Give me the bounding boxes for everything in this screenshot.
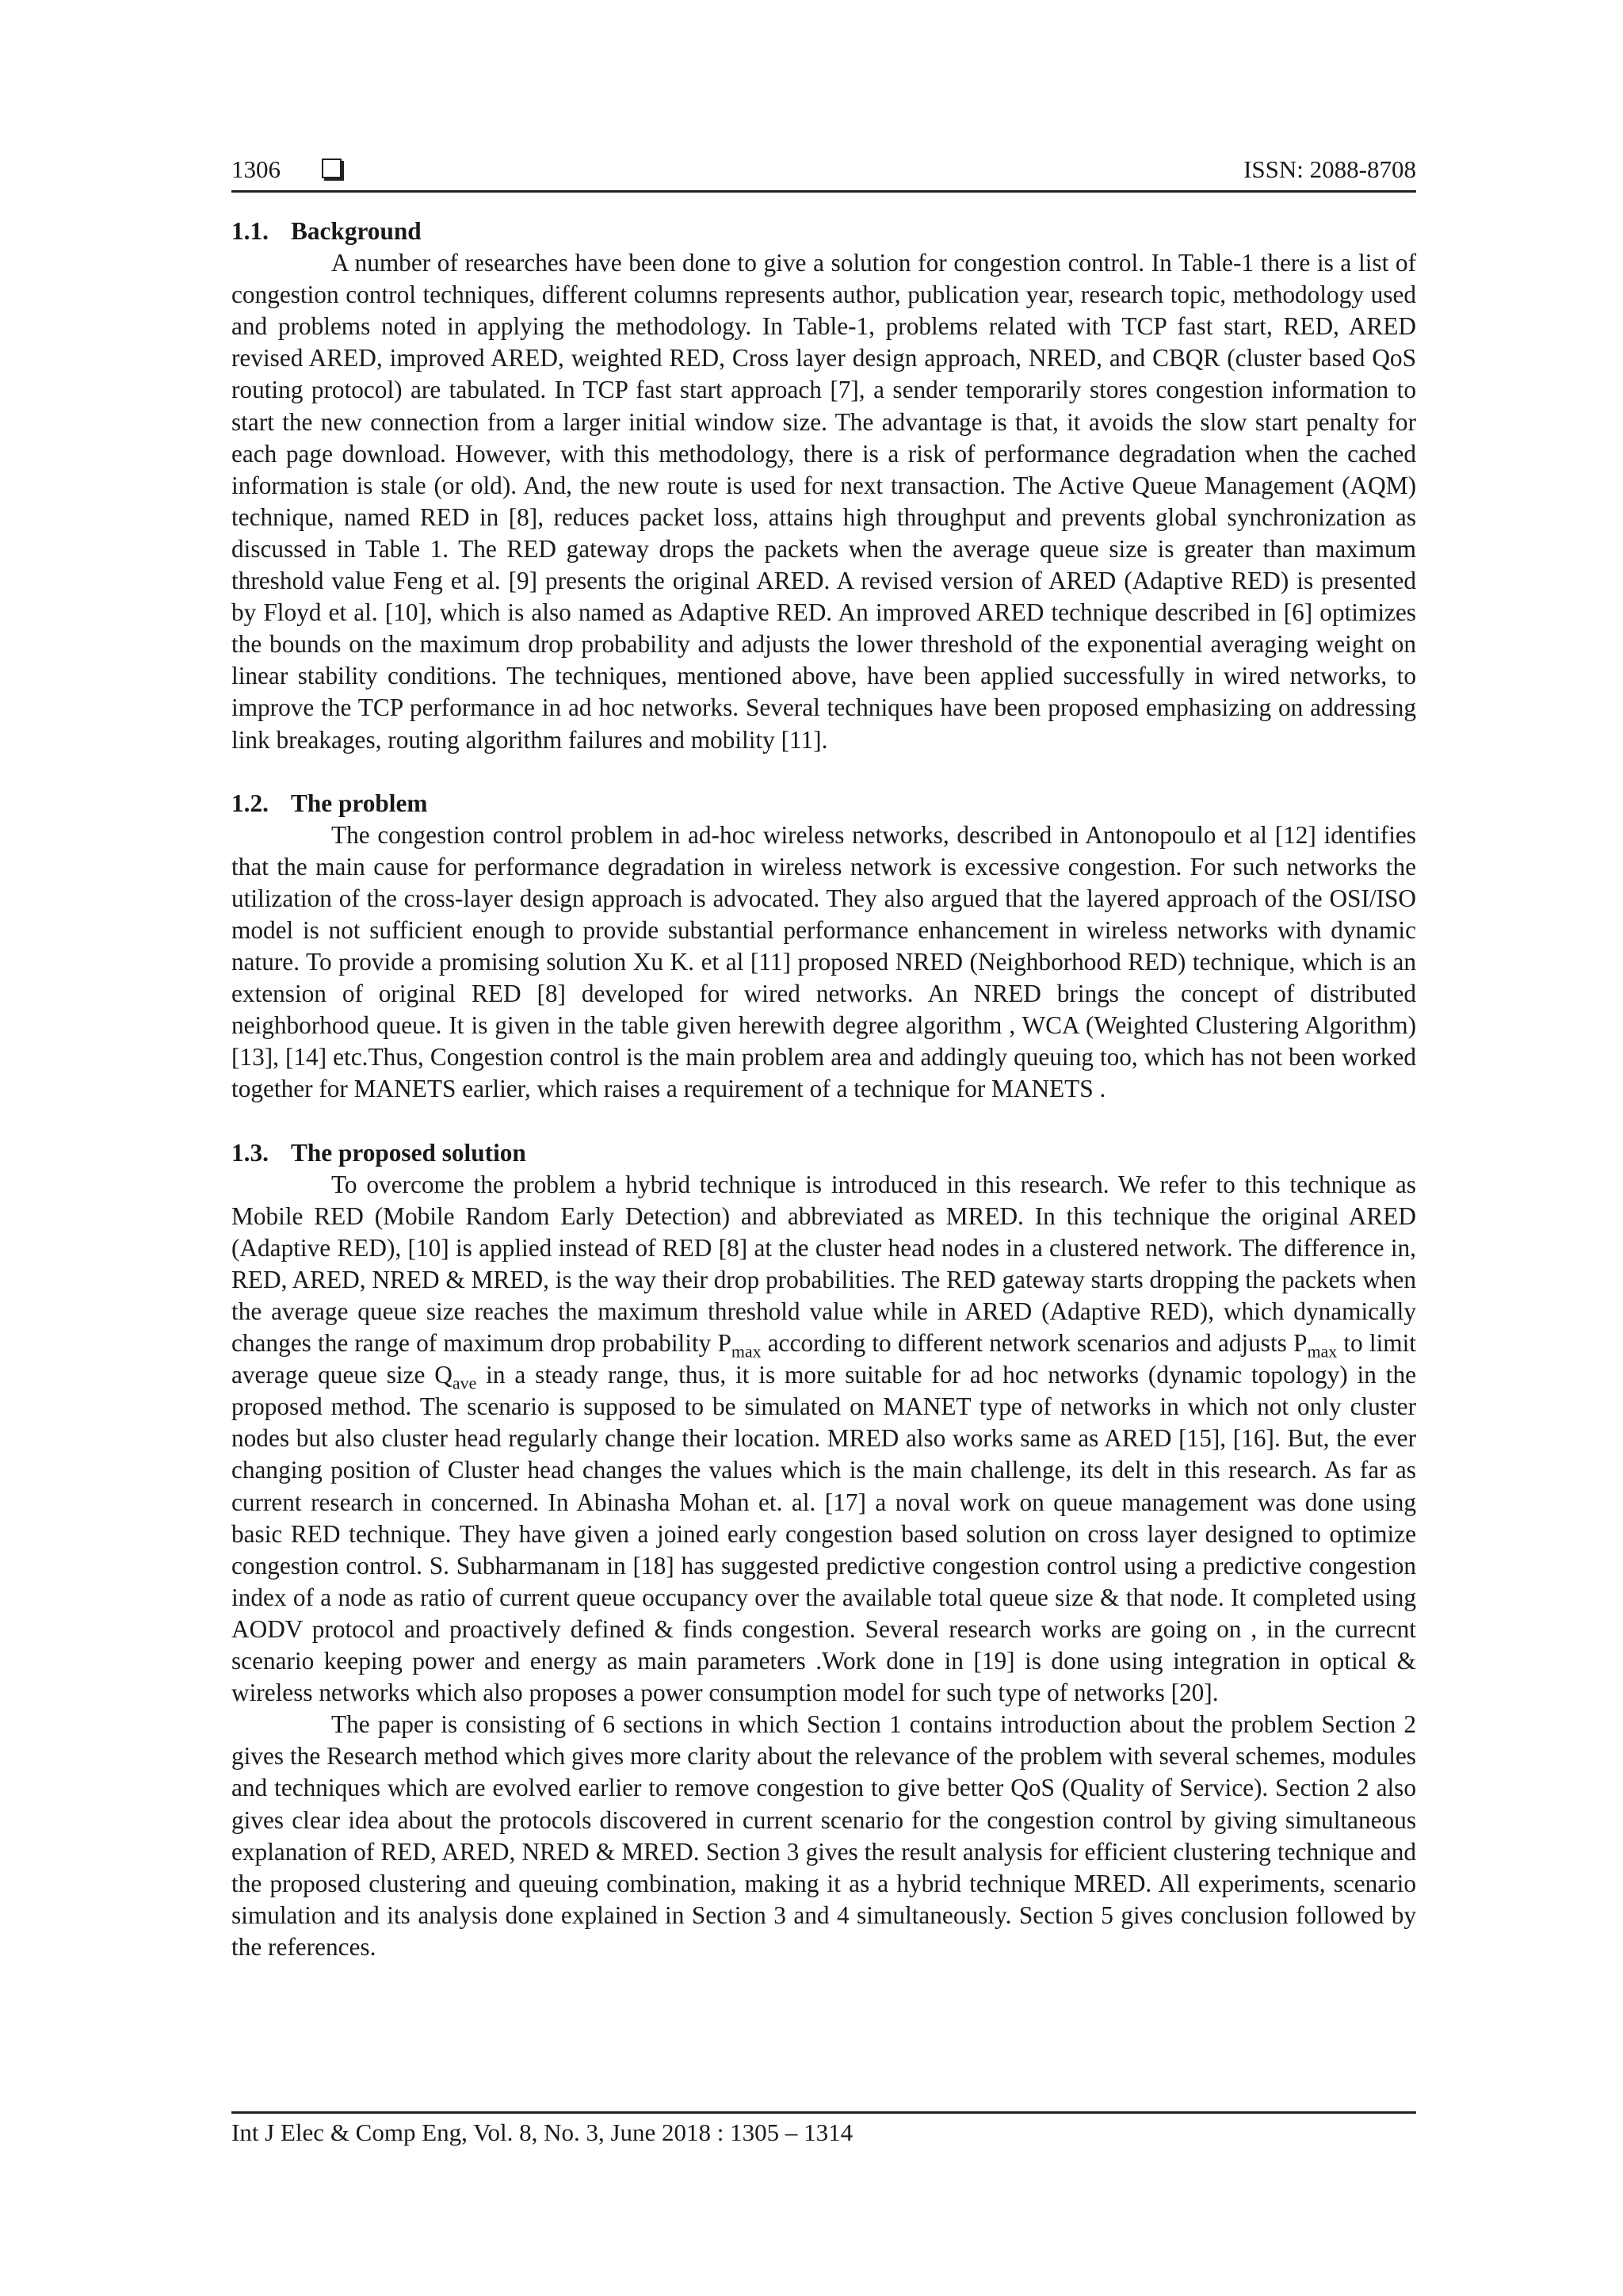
solution-text-3: to limit average queue size Q <box>231 1329 1416 1389</box>
section-heading-background <box>231 216 1416 247</box>
subscript-pmax: max <box>731 1341 762 1362</box>
issn: ISSN: 2088-8708 <box>1243 155 1416 183</box>
paper-structure-paragraph: The paper is consisting of 6 sections in which Section 1 contains introduction about the problem Section 2 gives the Research method which gives more clarity about the relevance of the problem with several schemes, modules and techniques which are evolved earlier to remove congestion to give better QoS (Quality of Service). Section 2 also gives clear idea about the protocols discovered in current scenario for the congestion control by giving simultaneous explanation of RED, ARED, NRED & MRED. Section 3 gives the result analysis for efficient clustering technique and the proposed clustering and queuing combination, making it as a hybrid technique MRED. All experiments, scenario simulation and its analysis done explained in Section 3 and 4 simultaneously. Section 5 gives conclusion followed by the references. <box>231 1710 1416 1961</box>
article-body <box>231 216 1416 1963</box>
problem-paragraph: The congestion control problem in ad-hoc wireless networks, described in Antonopoulo et al [12] identifies that the main cause for performance degradation in wireless network is excessive congestion. For such networks the utilization of the cross-layer design approach is advocated. They also argued that the layered approach of the OSI/ISO model is not sufficient enough to provide substantial performance enhancement in wireless networks with dynamic nature. To provide a promising solution Xu K. et al [11] proposed NRED (Neighborhood RED) technique, which is an extension of original RED [8] developed for wired networks. An NRED brings the concept of distributed neighborhood queue. It is given in the table given herewith degree algorithm , WCA (Weighted Clustering Algorithm) [13], [14] etc.Thus, Congestion control is the main problem area and addingly queuing too, which has not been worked together for MANETS earlier, which raises a requirement of a technique for MANETS . <box>231 820 1416 1103</box>
solution-text-4: in a steady range, thus, it is more suitable for ad hoc networks (dynamic topology) in the proposed method. The scenario is supposed to be simulated on MANET type of networks in which not only cluster nodes but also cluster head regularly change their location. MRED also works same as ARED [15], [16]. But, the ever changing position of Cluster head changes the values which is the main challenge, its delt in this research. As far as current research in concerned. In Abinasha Mohan et. al. [17] a noval work on queue management was done using basic RED technique. They have given a joined early congestion based solution on cross layer designed to optimize congestion control. S. Subharmanam in [18] has suggested predictive congestion control using a predictive congestion index of a node as ratio of current queue occupancy over the available total queue size & that node. It completed using AODV protocol and proactively defined & finds congestion. Several research works are going on , in the currecnt scenario keeping power and energy as main parameters .Work done in [19] is done using integration in optical & wireless networks which also proposes a power consumption model for such type of networks [20]. <box>231 1361 1416 1707</box>
page-header <box>231 151 1416 193</box>
subscript-qave: ave <box>452 1373 477 1393</box>
section-gap <box>231 756 1416 788</box>
section-title: The problem <box>291 789 428 817</box>
section-number: 1.2. <box>231 789 269 817</box>
section-gap <box>231 1106 1416 1137</box>
section-heading-solution <box>231 1137 1416 1169</box>
page-footer <box>231 2111 1416 2147</box>
section-title: The proposed solution <box>291 1138 526 1167</box>
square-bullet-icon <box>322 159 342 178</box>
solution-text-2: according to different network scenarios and adjusts P <box>761 1329 1308 1358</box>
section-title: Background <box>291 217 422 245</box>
section-number: 1.3. <box>231 1138 269 1167</box>
background-paragraph: A number of researches have been done to give a solution for congestion control. In Table-1 there is a list of congestion control techniques, different columns represents author, publication year, research topic, methodology used and problems noted in applying the methodology. In Table-1, problems related with TCP fast start, RED, ARED revised ARED, improved ARED, weighted RED, Cross layer design approach, NRED, and CBQR (cluster based QoS routing protocol) are tabulated. In TCP fast start approach [7], a sender temporarily stores congestion information to start the new connection from a larger initial window size. The advantage is that, it avoids the slow start penalty for each page download. However, with this methodology, there is a risk of performance degradation when the cached information is stale (or old). And, the new route is used for next transaction. The Active Queue Management (AQM) technique, named RED in [8], reduces packet loss, attains high throughput and prevents global synchronization as discussed in Table 1. The RED gateway drops the packets when the average queue size is greater than maximum threshold value Feng et al. [9] presents the original ARED. A revised version of ARED (Adaptive RED) is presented by Floyd et al. [10], which is also named as Adaptive RED. An improved ARED technique described in [6] optimizes the bounds on the maximum drop probability and adjusts the lower threshold of the exponential averaging weight on linear stability conditions. The techniques, mentioned above, have been applied successfully in wired networks, to improve the TCP performance in ad hoc networks. Several techniques have been proposed emphasizing on addressing link breakages, routing algorithm failures and mobility [11]. <box>231 249 1416 754</box>
solution-text-1: To overcome the problem a hybrid technique is introduced in this research. We refer to this technique as Mobile RED (Mobile Random Early Detection) and abbreviated as MRED. In this technique the original ARED (Adaptive RED), [10] is applied instead of RED [8] at the cluster head nodes in a clustered network. The difference in, RED, ARED, NRED & MRED, is the way their drop probabilities. The RED gateway starts dropping the packets when the average queue size reaches the maximum threshold value while in ARED (Adaptive RED), which dynamically changes the range of maximum drop probability P <box>231 1170 1416 1358</box>
journal-citation: Int J Elec & Comp Eng, Vol. 8, No. 3, June 2018 : 1305 – 1314 <box>231 2118 854 2146</box>
solution-paragraph <box>231 1169 1416 1710</box>
section-number: 1.1. <box>231 217 269 245</box>
subscript-pmax: max <box>1307 1341 1338 1362</box>
section-heading-problem <box>231 788 1416 819</box>
page-number: 1306 <box>231 155 281 183</box>
